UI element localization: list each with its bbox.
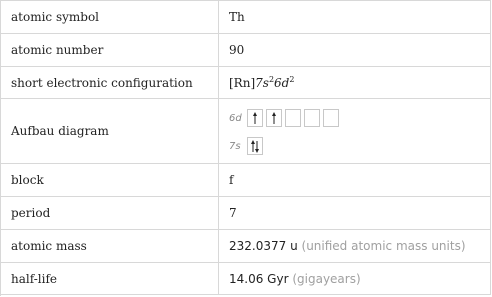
arrow-up-icon — [268, 110, 280, 126]
row-label: block — [1, 164, 219, 196]
aufbau-diagram — [229, 107, 342, 155]
atomic-mass-unit-note: (unified atomic mass units) — [301, 239, 466, 253]
row-atomic-number — [1, 34, 491, 67]
orbital-row-7s — [229, 137, 342, 155]
orbital-label: 7s — [229, 140, 241, 152]
row-value: 7 — [219, 197, 491, 229]
row-label: atomic number — [1, 34, 219, 66]
config-d-exp: 2 — [289, 75, 295, 84]
row-aufbau-diagram — [1, 99, 491, 164]
row-value: f — [219, 164, 491, 196]
row-label: short electronic configuration — [1, 67, 219, 98]
row-value: 90 — [219, 34, 491, 66]
arrow-up-icon — [249, 110, 261, 126]
row-value — [219, 67, 491, 98]
arrow-pair-icon — [249, 138, 261, 154]
row-label: Aufbau diagram — [1, 99, 219, 163]
config-s: 7s — [255, 75, 269, 90]
orbital-box — [266, 109, 282, 127]
orbital-label: 6d — [229, 112, 242, 124]
row-electronic-configuration — [1, 67, 491, 99]
half-life-value: 14.06 Gyr — [229, 271, 289, 286]
row-label: half-life — [1, 263, 219, 294]
atomic-mass-value: 232.0377 u — [229, 239, 298, 253]
config-s-exp: 2 — [268, 75, 275, 84]
row-half-life — [1, 263, 491, 295]
orbital-box — [323, 109, 339, 127]
row-value: Th — [219, 1, 491, 33]
half-life-unit-note: (gigayears) — [292, 271, 361, 286]
row-label: atomic mass — [1, 230, 219, 262]
orbital-box — [247, 137, 263, 155]
config-core: [Rn] — [229, 75, 256, 90]
row-period — [1, 197, 491, 230]
orbital-box — [304, 109, 320, 127]
row-atomic-mass — [1, 230, 491, 263]
row-atomic-symbol — [1, 1, 491, 34]
row-value — [219, 230, 491, 262]
orbital-box — [285, 109, 301, 127]
row-label: atomic symbol — [1, 1, 219, 33]
orbital-row-6d — [229, 109, 342, 127]
row-value — [219, 263, 491, 294]
row-label: period — [1, 197, 219, 229]
config-d: 6d — [274, 75, 290, 90]
row-value — [219, 99, 491, 163]
orbital-box — [247, 109, 263, 127]
row-block — [1, 164, 491, 197]
